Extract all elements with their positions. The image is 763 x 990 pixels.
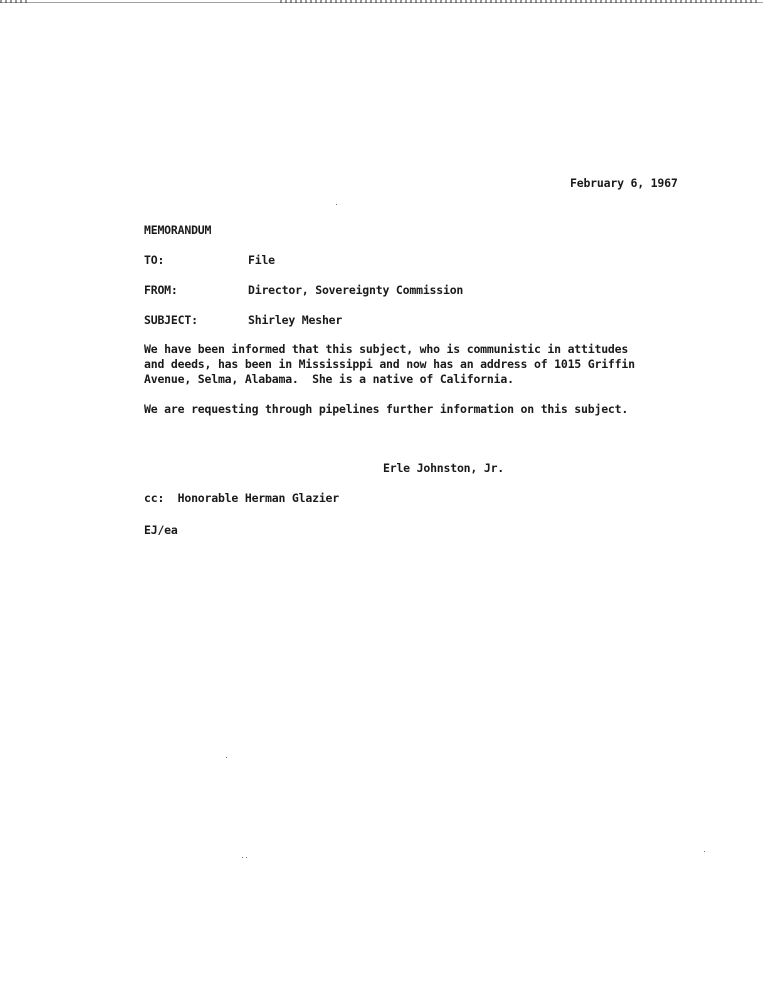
scan-edge-noise [280,0,760,3]
signature: Erle Johnston, Jr. [383,461,505,475]
scan-edge-noise [0,0,30,3]
subject-label: SUBJECT: [144,313,198,327]
body-paragraph-1 [144,342,704,387]
cc-line: cc: Honorable Herman Glazier [144,491,339,505]
body-line: and deeds, has been in Mississippi and now has an address of 1015 Griffin [144,357,635,371]
scan-speck [242,857,243,858]
scan-speck [704,851,705,852]
scan-speck [336,204,337,205]
body-line: Avenue, Selma, Alabama. She is a native of California. [144,372,514,386]
typist-initials: EJ/ea [144,523,178,537]
memo-date: February 6, 1967 [570,176,678,190]
from-value: Director, Sovereignty Commission [248,283,464,297]
subject-value: Shirley Mesher [248,313,343,327]
from-label: FROM: [144,283,178,297]
scan-speck [246,857,247,858]
to-value: File [248,253,275,267]
body-line: We have been informed that this subject, who is communistic in attitudes [144,342,629,356]
scan-speck [226,757,227,758]
memo-heading: MEMORANDUM [144,223,212,237]
to-label: TO: [144,253,165,267]
body-paragraph-2: We are requesting through pipelines further information on this subject. [144,402,629,416]
